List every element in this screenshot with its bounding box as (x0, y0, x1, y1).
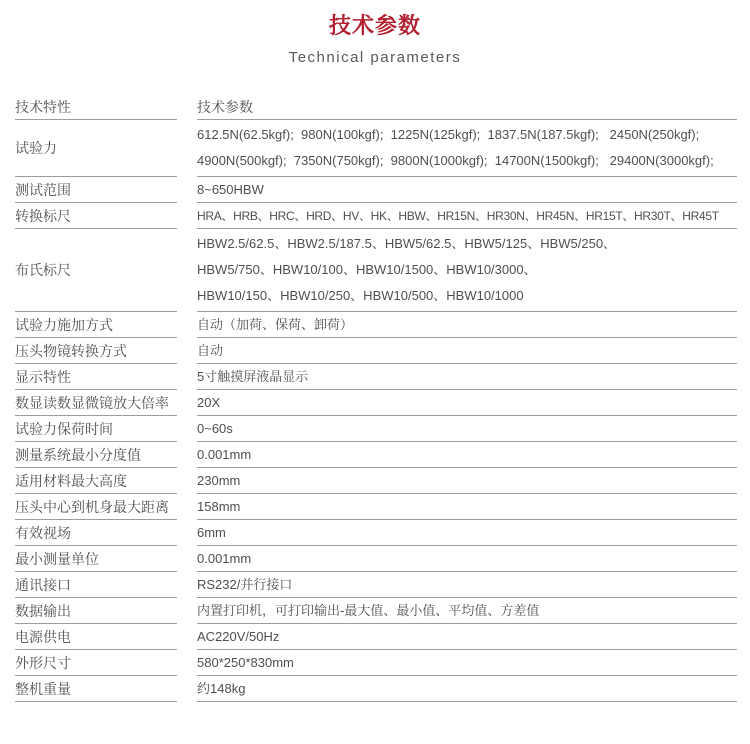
row-value: 0~60s (197, 416, 737, 442)
table-row-total-weight (15, 676, 737, 702)
page-header (0, 0, 750, 67)
row-label: 转换标尺 (15, 203, 177, 229)
table-row-test-range (15, 177, 737, 203)
table-row-data-output (15, 598, 737, 624)
row-label: 压头物镜转换方式 (15, 338, 177, 364)
row-label: 电源供电 (15, 624, 177, 650)
column-header-parameter: 技术参数 (197, 95, 737, 120)
table-row-force-application (15, 312, 737, 338)
row-value: AC220V/50Hz (197, 624, 737, 650)
table-row-min-graduation (15, 442, 737, 468)
row-value: 约148kg (197, 676, 737, 702)
row-label: 外形尺寸 (15, 650, 177, 676)
row-value: RS232/并行接口 (197, 572, 737, 598)
page-title: 技术参数 (328, 13, 421, 38)
table-row-brinell-scales (15, 229, 737, 312)
row-label: 数显读数显微镜放大倍率 (15, 390, 177, 416)
row-value: HBW2.5/62.5、HBW2.5/187.5、HBW5/62.5、HBW5/125、HBW5/250、 HBW5/750、HBW10/100、HBW10/1500、HBW10/3000、 HBW10/150、HBW10/250、HBW10/500、HBW10/1000 (197, 229, 737, 312)
table-header-row (15, 95, 737, 120)
row-value: 6mm (197, 520, 737, 546)
row-value: 158mm (197, 494, 737, 520)
row-value: 230mm (197, 468, 737, 494)
row-value: 自动（加荷、保荷、卸荷） (197, 312, 737, 338)
row-value: 612.5N(62.5kgf); 980N(100kgf); 1225N(125kgf); 1837.5N(187.5kgf); 2450N(250kgf); 4900N(500kgf); 7350N(750kgf); 9800N(1000kgf); 14700N(1500kgf); 29400N(3000kgf); (197, 120, 737, 177)
table-row-throat-depth (15, 494, 737, 520)
row-label: 试验力 (15, 120, 177, 177)
table-row-dwell-time (15, 416, 737, 442)
row-label: 数据输出 (15, 598, 177, 624)
row-value: HRA、HRB、HRC、HRD、HV、HK、HBW、HR15N、HR30N、HR45N、HR15T、HR30T、HR45T (197, 203, 737, 229)
page-subtitle: Technical parameters (288, 49, 462, 66)
row-label: 显示特性 (15, 364, 177, 390)
row-value: 自动 (197, 338, 737, 364)
row-value: 8~650HBW (197, 177, 737, 203)
row-label: 试验力施加方式 (15, 312, 177, 338)
row-value: 0.001mm (197, 442, 737, 468)
row-label: 测试范围 (15, 177, 177, 203)
table-row-comm-interface (15, 572, 737, 598)
row-value: 0.001mm (197, 546, 737, 572)
column-header-feature: 技术特性 (15, 95, 177, 120)
row-label: 通讯接口 (15, 572, 177, 598)
table-row-max-height (15, 468, 737, 494)
row-label: 有效视场 (15, 520, 177, 546)
table-row-test-force (15, 120, 737, 177)
table-row-field-of-view (15, 520, 737, 546)
row-value: 580*250*830mm (197, 650, 737, 676)
table-row-indenter-switch (15, 338, 737, 364)
row-label: 试验力保荷时间 (15, 416, 177, 442)
row-label: 整机重量 (15, 676, 177, 702)
row-value: 5寸触摸屏液晶显示 (197, 364, 737, 390)
row-value: 内置打印机，可打印输出-最大值、最小值、平均值、方差值 (197, 598, 737, 624)
row-label: 布氏标尺 (15, 229, 177, 312)
spec-table (15, 95, 737, 702)
table-row-min-measure-unit (15, 546, 737, 572)
table-row-power-supply (15, 624, 737, 650)
table-row-conversion-scales (15, 203, 737, 229)
row-label: 测量系统最小分度值 (15, 442, 177, 468)
row-label: 最小测量单位 (15, 546, 177, 572)
row-label: 压头中心到机身最大距离 (15, 494, 177, 520)
table-row-dimensions (15, 650, 737, 676)
table-row-display (15, 364, 737, 390)
row-label: 适用材料最大高度 (15, 468, 177, 494)
table-row-magnification (15, 390, 737, 416)
row-value: 20X (197, 390, 737, 416)
